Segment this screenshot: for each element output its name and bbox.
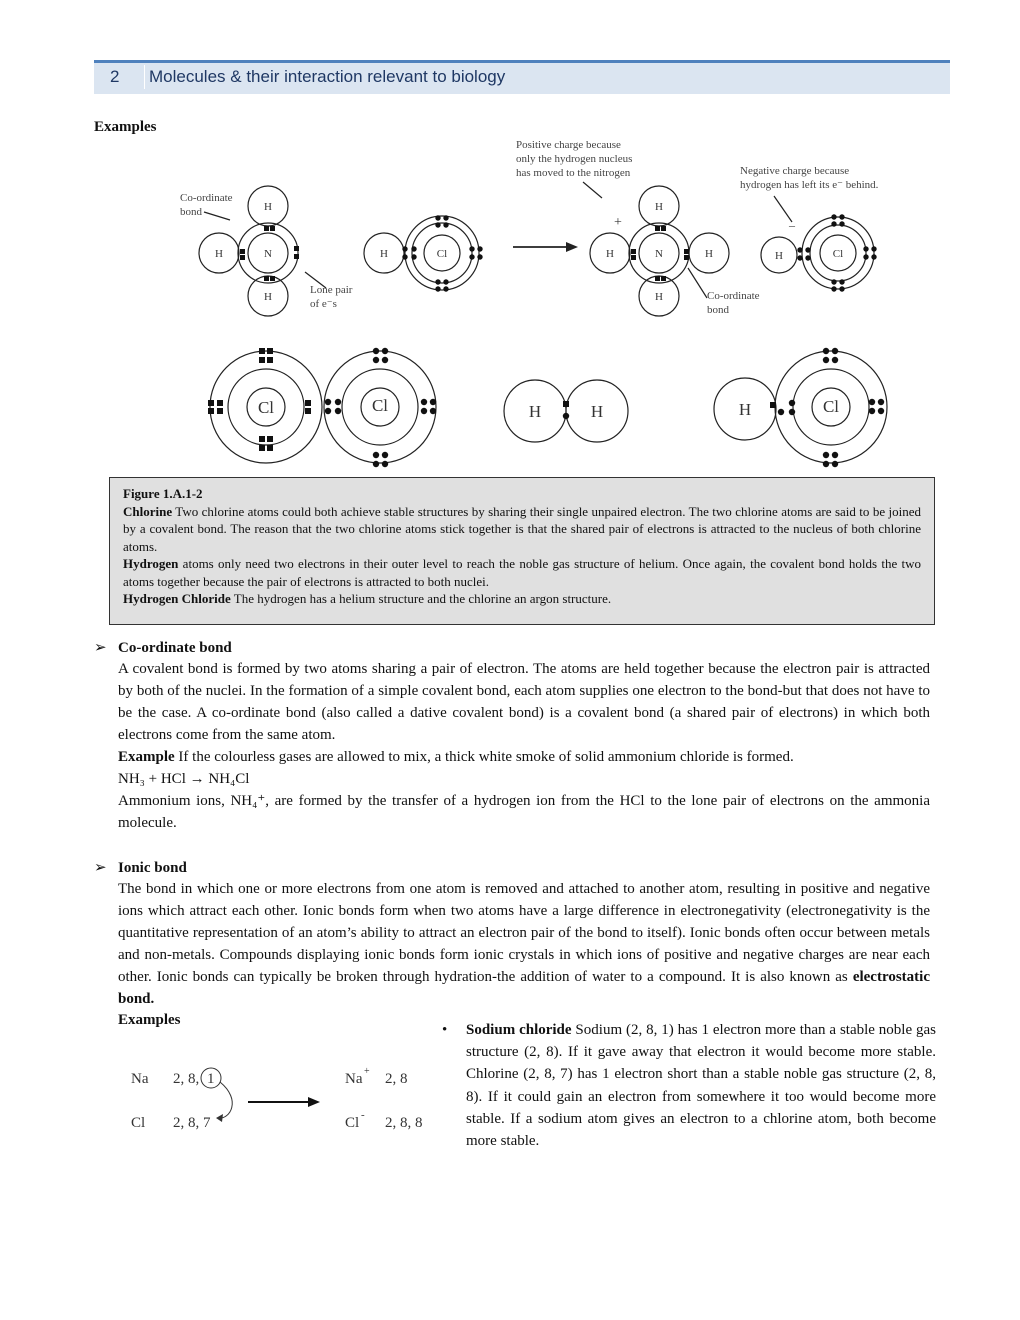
cl-ion-config: 2, 8, 8 <box>385 1115 423 1131</box>
covalent-bond-diagram <box>0 0 1020 470</box>
na-symbol: Na <box>131 1071 149 1087</box>
annotation-negative: Negative charge because <box>740 165 850 177</box>
atom-label: H <box>590 402 604 421</box>
chapter-number: 2 <box>110 67 120 86</box>
atom-label: Cl <box>371 396 389 415</box>
cl-ion-symbol: Cl <box>345 1115 360 1131</box>
sodium-chloride-text: Sodium (2, 8, 1) has 1 electron more than a stable noble gas structure (2, 8). If it gave away that electron it would become more stable. Chlorine (2, 8, 7) has 1 electron short than a stable noble gas structure (2, 8, 8). If it could gain an electron from somewhere it too would become more stable. If a sodium atom gives an electron to a chlorine atom, both become more stable. <box>466 1022 937 1150</box>
atom-label: H <box>738 400 752 419</box>
figure-label: Figure 1.A.1-2 <box>123 486 203 501</box>
atom-label: Cl <box>436 248 448 260</box>
ionic-bond-heading <box>94 858 187 877</box>
atom-label: H <box>655 291 663 303</box>
atom-label: H <box>528 402 542 421</box>
atom-label: H <box>264 201 272 213</box>
annotation-lone-pair: Lone pair <box>310 284 353 296</box>
example-text: If the colourless gases are allowed to mix, a thick white smoke of solid ammonium chloride is formed. <box>174 749 794 765</box>
atom-label: H <box>705 248 713 260</box>
chlorine-text: Two chlorine atoms could both achieve stable structures by sharing their single unpaired electron. The two chlorine atoms are said to be joined by a covalent bond. The reason that the two chlorine atoms stick together is that the shared pair of electrons is attracted to the nucleus of both chlorine atoms. <box>123 503 921 554</box>
atom-label: H <box>264 291 272 303</box>
coordinate-bond-heading <box>94 638 232 657</box>
hcl-text: The hydrogen has a helium structure and the chlorine an argon structure. <box>230 591 612 606</box>
arrow-bullet-icon: ➢ <box>94 860 107 876</box>
bullet-dot-icon: • <box>442 1022 448 1038</box>
hydrogen-text: atoms only need two electrons in their outer level to reach the noble gas structure of helium. Once again, the covalent bond holds the two atoms together because the pair of electrons is attracted to both nuclei. <box>123 556 921 589</box>
annotation-positive: Positive charge because <box>516 139 621 151</box>
annotation-positive: has moved to the nitrogen <box>516 167 631 179</box>
annotation-positive: only the hydrogen nucleus <box>516 153 633 165</box>
coordinate-bond-title: Co-ordinate bond <box>118 640 232 656</box>
na-config: 2, 8, <box>173 1071 200 1087</box>
annotation-coordinate-bond: Co-ordinate <box>180 192 233 204</box>
na-ion-config: 2, 8 <box>385 1071 408 1087</box>
example-label: Example <box>118 749 175 765</box>
ionic-transfer-diagram <box>120 1060 440 1140</box>
annotation-lone-pair: of e⁻s <box>310 298 337 310</box>
chlorine-label: Chlorine <box>123 503 173 519</box>
atom-label: H <box>380 248 388 260</box>
na-ion-charge: + <box>364 1066 370 1077</box>
ionic-bond-title: Ionic bond <box>118 860 187 876</box>
ionic-examples-heading: Examples <box>118 1012 181 1028</box>
figure-caption <box>109 477 935 625</box>
atom-label: H <box>215 248 223 260</box>
chapter-title: Molecules & their interaction relevant to biology <box>144 65 509 89</box>
negative-charge-sign: – <box>789 218 795 232</box>
hcl-label: Hydrogen Chloride <box>123 591 231 606</box>
annotation-coordinate-bond: bond <box>180 206 202 218</box>
atom-label: Cl <box>822 397 840 416</box>
examples-heading: Examples <box>94 119 157 135</box>
annotation-negative: hydrogen has left its e⁻ behind. <box>740 179 879 191</box>
electrostatic-bond-term: electrostatic bond. <box>118 969 930 1007</box>
sodium-chloride-label: Sodium chloride <box>466 1022 572 1038</box>
ionic-bond-paragraph: The bond in which one or more electrons from one atom is removed and attached to another atom, resulting in positive and negative ions which attract each other. Ionic bonds form when two atoms have a large difference in electronegativity (electronegativity is the quantitative representation of an atom’s ability to attract an electron pair of the bond to itself). Ionic bonds often occur between metals and non-metals. Compounds displaying ionic bonds form ionic crystals in which ions of positive and negative charges are near each other. Ionic bonds can typically be broken through hydration-the addition of water to a compound. It is also known as <box>118 881 930 985</box>
ionic-bond-body <box>118 878 930 1010</box>
ammonium-text: Ammonium ions, NH₄⁺, are formed by the transfer of a hydrogen ion from the HCl to the lone pair of electrons on the ammonia molecule. <box>118 793 930 831</box>
coordinate-bond-body <box>118 658 930 834</box>
hydrogen-label: Hydrogen <box>123 556 179 571</box>
sodium-chloride-item <box>442 1019 937 1152</box>
reaction-equation: NH₃ + HCl → NH₄Cl <box>118 771 250 787</box>
cl-symbol: Cl <box>131 1115 146 1131</box>
atom-label: Cl <box>832 248 844 260</box>
cl-config: 2, 8, 7 <box>173 1115 211 1131</box>
atom-label: H <box>775 250 783 262</box>
coordinate-bond-paragraph: A covalent bond is formed by two atoms sharing a pair of electron. The atoms are held together because the electron pair is attracted by both of the nuclei. In the formation of a simple covalent bond, each atom supplies one electron to the bond-but that does not have to be the case. A co-ordinate bond (also called a dative covalent bond) is a covalent bond (a shared pair of electrons) in which both electrons come from the same atom. <box>118 661 930 743</box>
na-valence-electron: 1 <box>207 1071 215 1087</box>
arrow-bullet-icon: ➢ <box>94 640 107 656</box>
atom-label: Cl <box>257 398 275 417</box>
atom-label: N <box>655 248 663 260</box>
annotation-coordinate-bond: Co-ordinate <box>707 290 760 302</box>
na-ion-symbol: Na <box>345 1071 363 1087</box>
atom-label: N <box>264 248 272 260</box>
atom-label: H <box>655 201 663 213</box>
positive-charge-sign: + <box>614 215 622 230</box>
cl-ion-charge: - <box>361 1109 365 1121</box>
atom-label: H <box>606 248 614 260</box>
annotation-coordinate-bond: bond <box>707 304 729 316</box>
